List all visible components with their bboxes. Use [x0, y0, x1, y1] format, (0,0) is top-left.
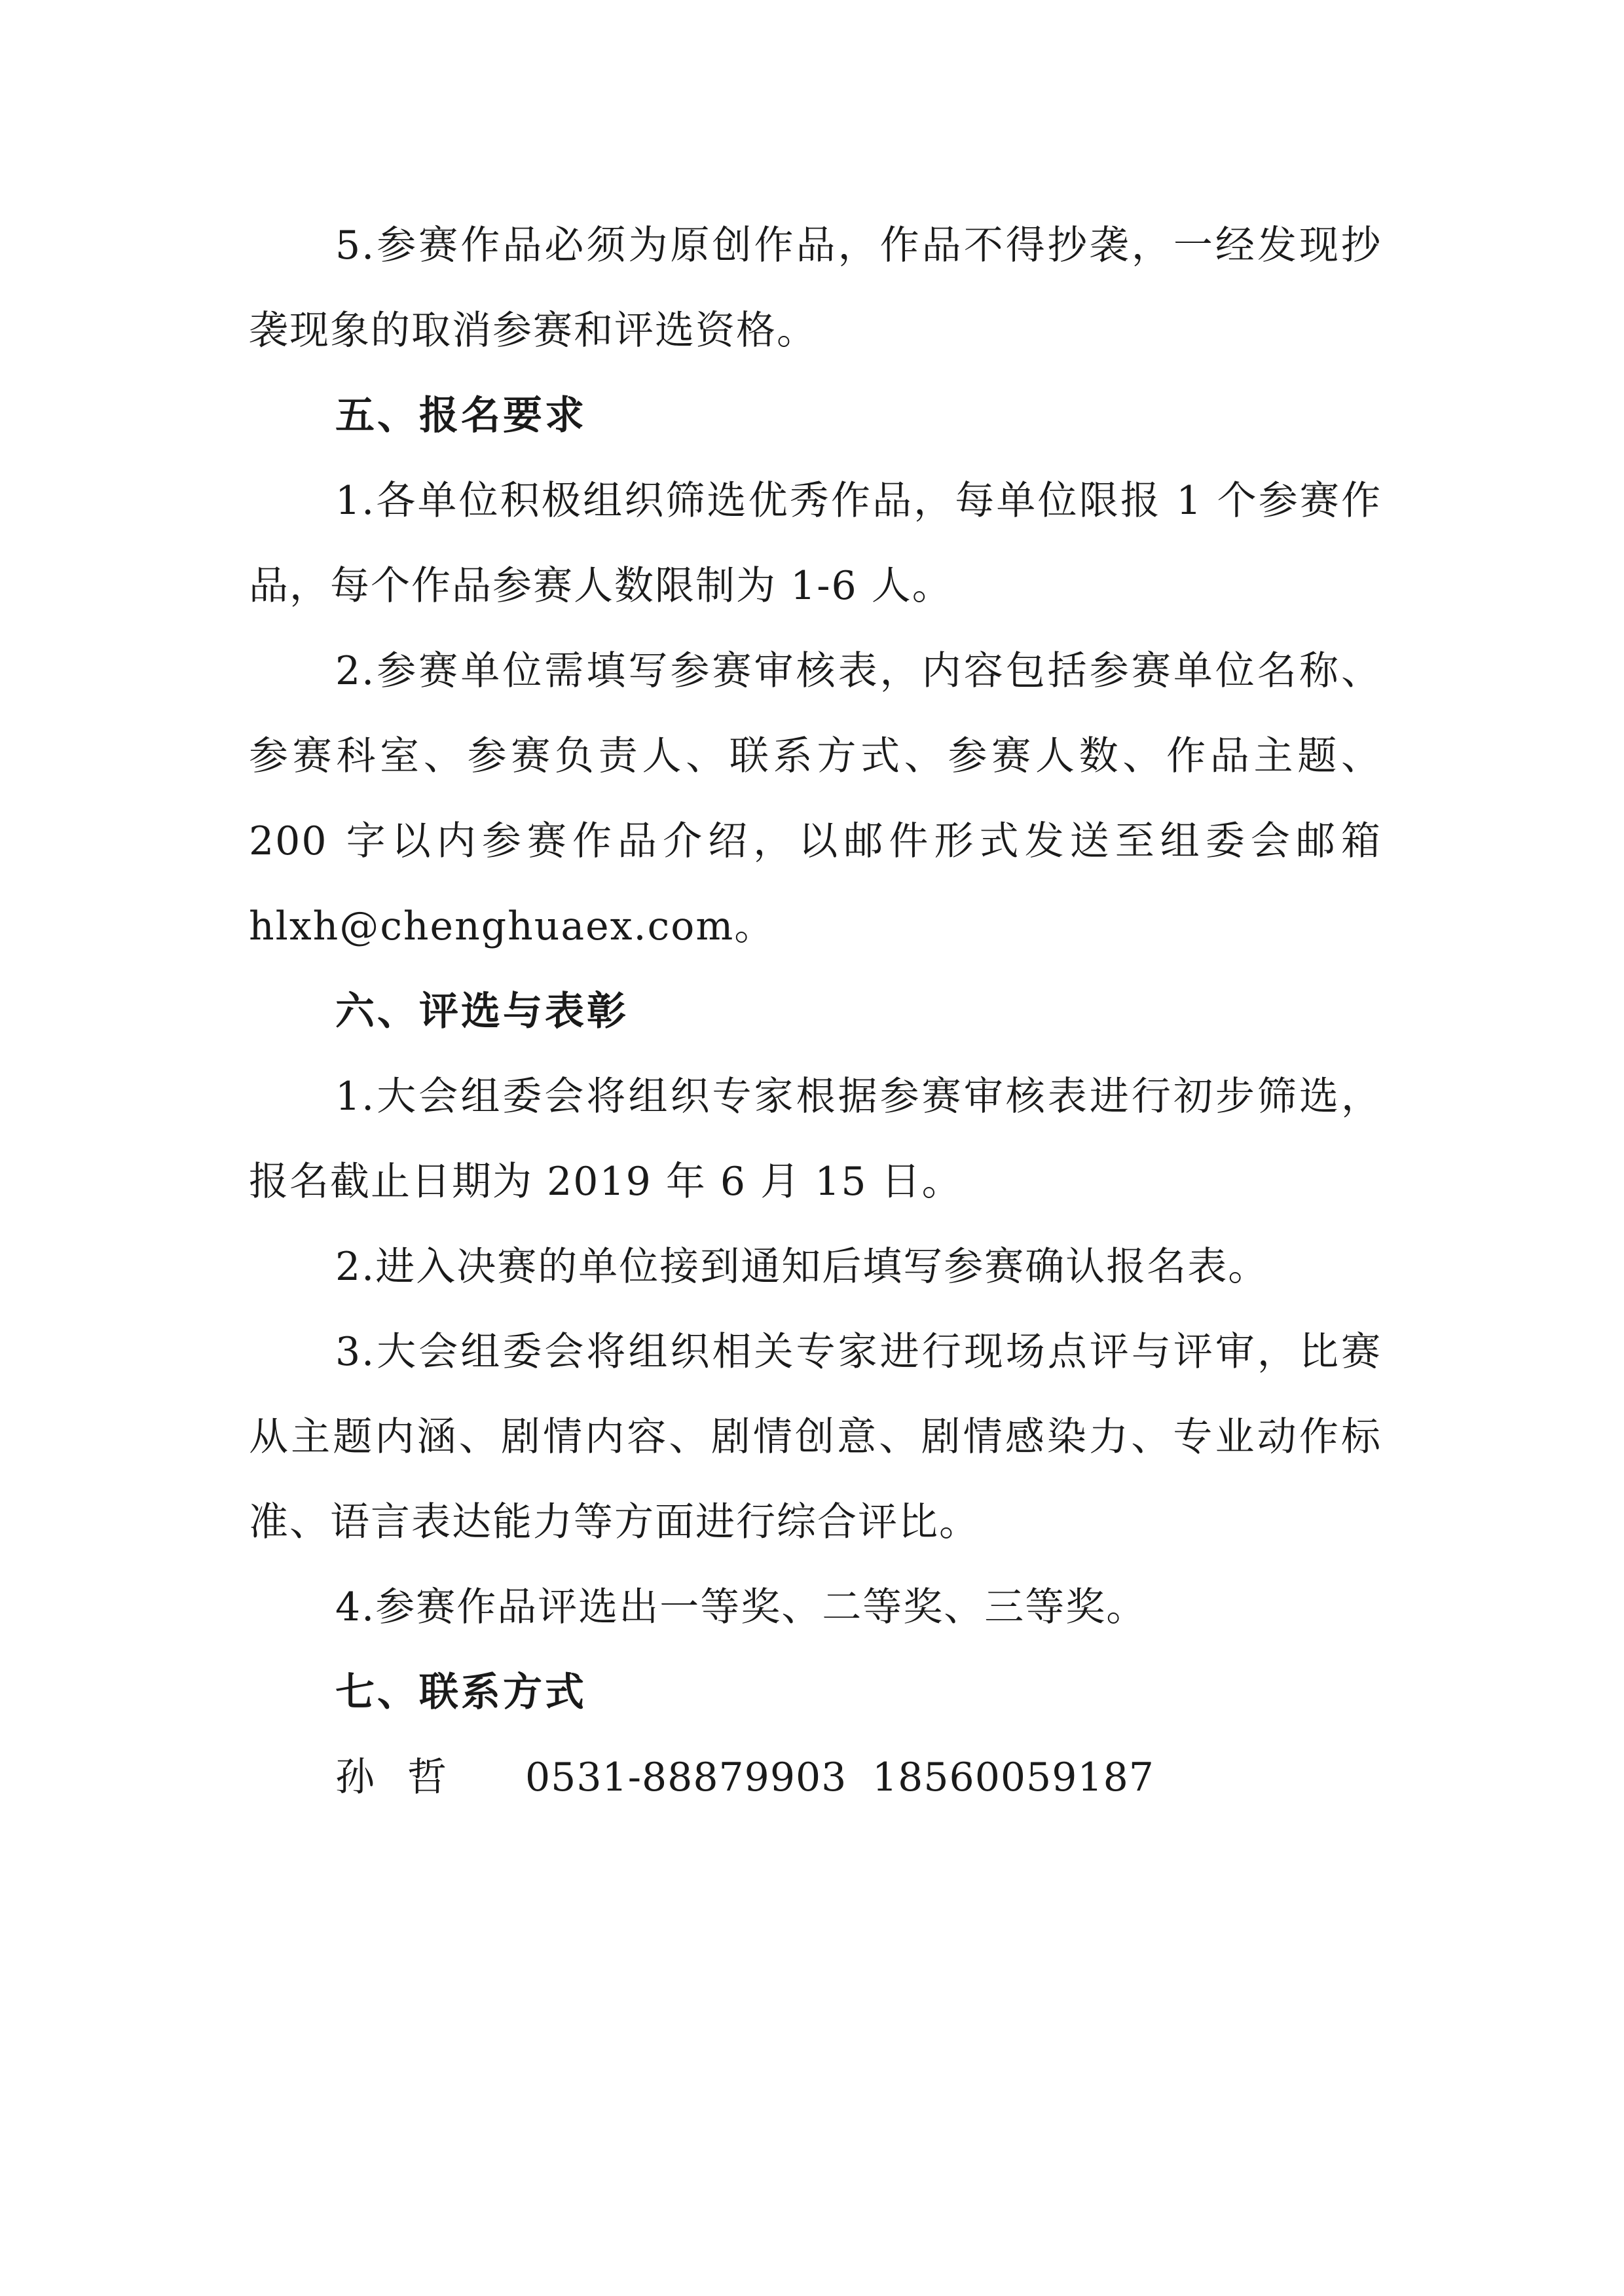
section-heading-evaluation: 六、评选与表彰	[335, 989, 629, 1034]
evaluation-item-2: 2.进入决赛的单位接到通知后填写参赛确认报名表。	[335, 1244, 1269, 1290]
section-heading-contact: 七、联系方式	[335, 1669, 587, 1715]
contact-mobile: 18560059187	[872, 1755, 1154, 1800]
contact-name: 孙哲	[335, 1755, 479, 1800]
rule-5-paragraph: 5.参赛作品必须为原创作品，作品不得抄袭，一经发现抄袭现象的取消参赛和评选资格。	[249, 223, 1382, 354]
registration-item-1: 1.各单位积极组织筛选优秀作品，每单位限报 1 个参赛作品，每个作品参赛人数限制为 1-6 人。	[249, 478, 1382, 609]
evaluation-item-4: 4.参赛作品评选出一等奖、二等奖、三等奖。	[335, 1584, 1147, 1630]
evaluation-item-1: 1.大会组委会将组织专家根据参赛审核表进行初步筛选，报名截止日期为 2019 年 6 月 15 日。	[249, 1074, 1382, 1205]
registration-item-2: 2.参赛单位需填写参赛审核表，内容包括参赛单位名称、参赛科室、参赛负责人、联系方式、参赛人数、作品主题、200 字以内参赛作品介绍，以邮件形式发送至组委会邮箱hlxh@chenghuaex.com。	[249, 648, 1382, 949]
section-heading-registration: 五、报名要求	[335, 393, 587, 439]
evaluation-item-3: 3.大会组委会将组织相关专家进行现场点评与评审，比赛从主题内涵、剧情内容、剧情创意、剧情感染力、专业动作标准、语言表达能力等方面进行综合评比。	[249, 1329, 1382, 1545]
contact-line	[249, 1735, 1382, 1820]
document-body	[249, 203, 1382, 1820]
contact-phone: 0531-88879903	[525, 1755, 847, 1800]
